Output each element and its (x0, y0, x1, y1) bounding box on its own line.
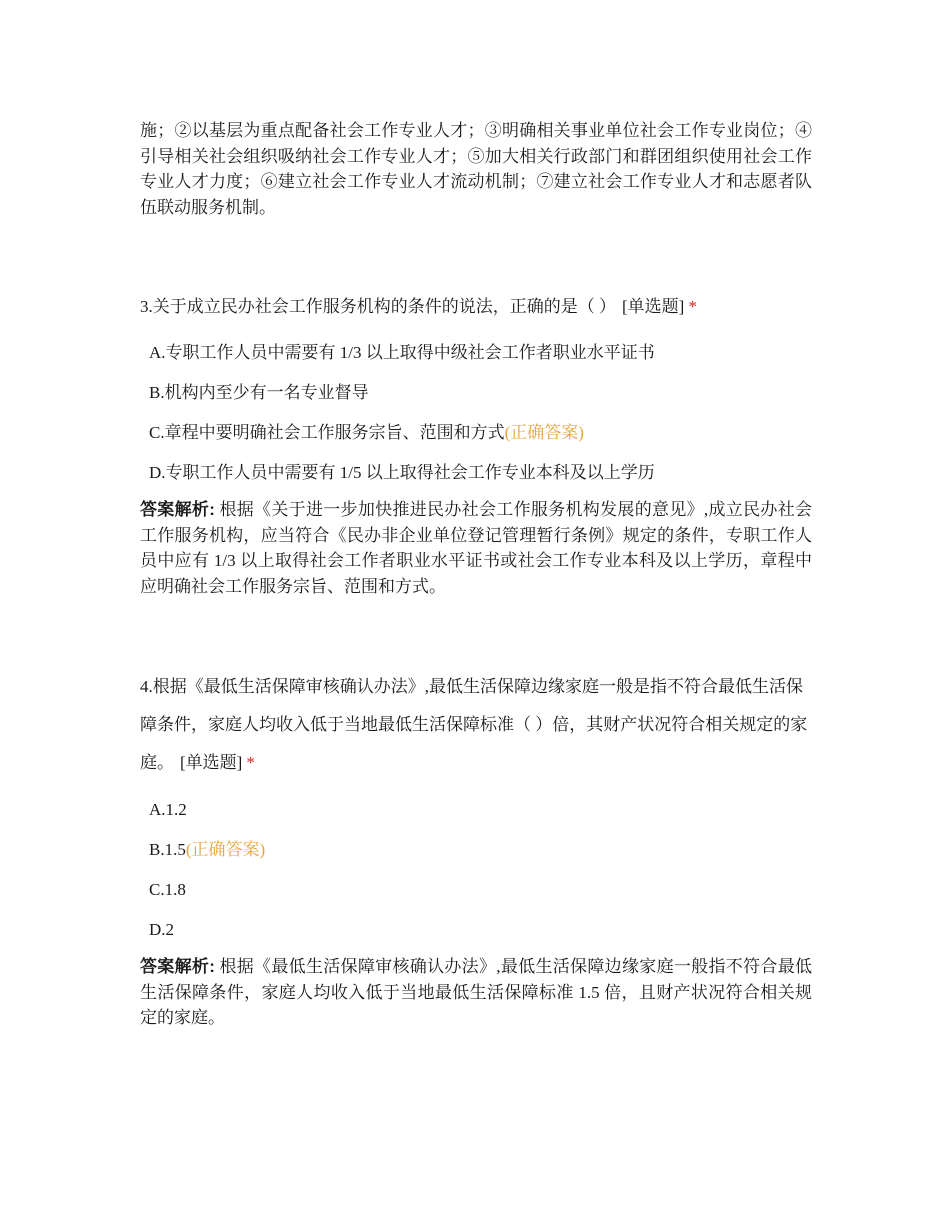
option-d (149, 918, 812, 942)
question-4 (140, 668, 812, 1031)
option-list (140, 341, 812, 485)
analysis-text: 根据《关于进一步加快推进民办社会工作服务机构发展的意见》,成立民办社会工作服务机构，应当符合《民办非企业单位登记管理暂行条例》规定的条件，专职工作人员中应有 1/3 以上取得社会工作者职业水平证书或社会工作专业本科及以上学历，章程中应明确社会工作服务宗旨、范围和方式。 (140, 500, 812, 596)
option-text: B.机构内至少有一名专业督导 (149, 383, 369, 402)
option-text: A.专职工作人员中需要有 1/3 以上取得中级社会工作者职业水平证书 (149, 343, 655, 362)
correct-answer-label: (正确答案) (185, 840, 266, 859)
option-list (140, 798, 812, 942)
question-title (140, 295, 812, 319)
question-text: 4.根据《最低生活保障审核确认办法》,最低生活保障边缘家庭一般是指不符合最低生活保障条件，家庭人均收入低于当地最低生活保障标准（ ）倍，其财产状况符合相关规定的家庭。 (140, 677, 808, 772)
option-text: D.专职工作人员中需要有 1/5 以上取得社会工作专业本科及以上学历 (149, 463, 655, 482)
question-type-tag: [单选题] (180, 753, 243, 772)
required-mark: * (246, 753, 255, 772)
option-c (149, 878, 812, 902)
option-text: D.2 (149, 920, 175, 939)
analysis-text: 根据《最低生活保障审核确认办法》,最低生活保障边缘家庭一般指不符合最低生活保障条件，家庭人均收入低于当地最低生活保障标准 1.5 倍，且财产状况符合相关规定的家庭。 (140, 957, 812, 1027)
question-3 (140, 295, 812, 599)
analysis-label: 答案解析: (140, 500, 215, 519)
question-title (140, 668, 812, 782)
analysis-label: 答案解析: (140, 957, 215, 976)
option-a (149, 341, 812, 365)
answer-analysis (140, 497, 812, 599)
option-text: A.1.2 (149, 800, 187, 819)
option-text: C.1.8 (149, 880, 186, 899)
required-mark: * (688, 297, 697, 316)
correct-answer-label: (正确答案) (504, 423, 584, 442)
intro-paragraph: 施；②以基层为重点配备社会工作专业人才；③明确相关事业单位社会工作专业岗位；④引导相关社会组织吸纳社会工作专业人才；⑤加大相关行政部门和群团组织使用社会工作专业人才力度；⑥建立社会工作专业人才流动机制；⑦建立社会工作专业人才和志愿者队伍联动服务机制。 (140, 121, 812, 217)
option-d (149, 461, 812, 485)
option-c (149, 421, 812, 445)
document-page (140, 118, 812, 1031)
question-type-tag: [单选题] (622, 297, 685, 316)
option-text: C.章程中要明确社会工作服务宗旨、范围和方式 (149, 423, 505, 442)
option-a (149, 798, 812, 822)
option-b (149, 838, 812, 862)
question-text: 3.关于成立民办社会工作服务机构的条件的说法，正确的是（ ） (140, 297, 616, 316)
option-b (149, 381, 812, 405)
answer-analysis (140, 954, 812, 1031)
option-text: B.1.5 (149, 840, 186, 859)
